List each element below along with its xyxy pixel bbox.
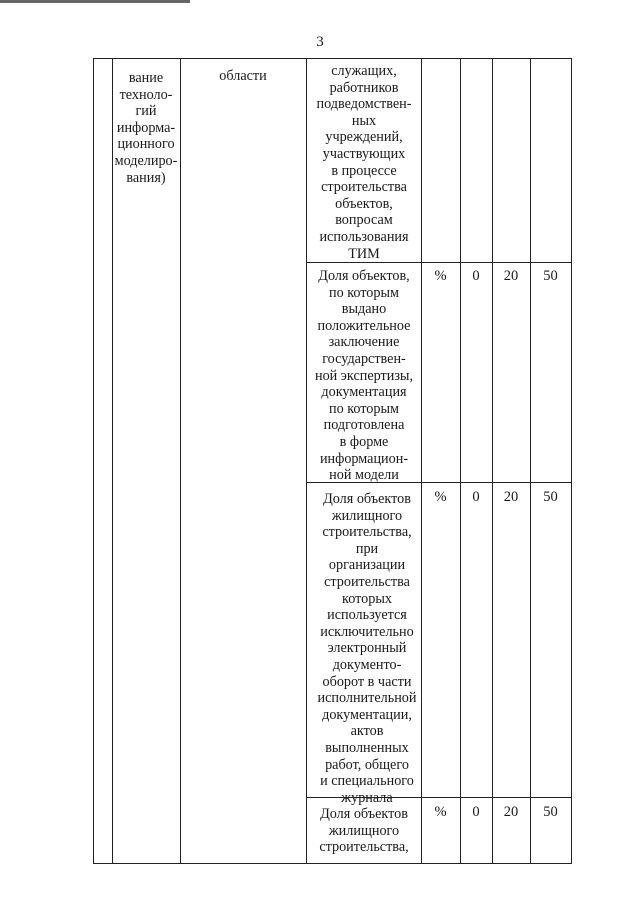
table-border-top — [93, 58, 572, 59]
unit-cell-2: % — [434, 489, 447, 505]
table-border-left — [93, 58, 94, 864]
value-cell-1-1: 0 — [472, 268, 480, 284]
value-cell-2-3: 50 — [543, 489, 558, 505]
column-divider-7 — [530, 58, 531, 864]
indicator-cell-2: Доля объектов жилищного строительства, при организации строительства которых используется исключительно электронный документо- оборот в части исполнительной документации, актов выполненных работ, общего и специального журнала — [317, 491, 417, 806]
program-name-cell: вание техноло- гий информа- ционного моделиро- вания) — [114, 70, 178, 186]
table-border-bottom — [93, 863, 572, 864]
indicator-cell-0: служащих, работников подведомствен- ных учреждений, участвующих в процессе строительства объектов, вопросам использования ТИМ — [316, 63, 412, 262]
value-cell-2-2: 20 — [503, 489, 519, 505]
value-cell-3-1: 0 — [472, 804, 480, 820]
column-divider-5 — [460, 58, 461, 864]
column-divider-6 — [492, 58, 493, 864]
table-border-right — [571, 58, 572, 864]
unit-cell-1: % — [434, 268, 447, 284]
value-cell-3-3: 50 — [543, 804, 558, 820]
unit-cell-3: % — [434, 804, 447, 820]
row-divider-1 — [306, 262, 572, 263]
value-cell-3-2: 20 — [503, 804, 519, 820]
indicator-cell-1: Доля объектов, по которым выдано положительное заключение государствен- ной экспертизы, документация по которым подготовлена в форме информацион- ной модели — [314, 268, 414, 484]
value-cell-1-3: 50 — [543, 268, 558, 284]
column-divider-2 — [180, 58, 181, 864]
value-cell-2-1: 0 — [472, 489, 480, 505]
region-cell: области — [219, 68, 267, 84]
indicator-cell-3: Доля объектов жилищного строительства, — [319, 806, 409, 856]
value-cell-1-2: 20 — [503, 268, 519, 284]
page-number: 3 — [316, 34, 324, 50]
